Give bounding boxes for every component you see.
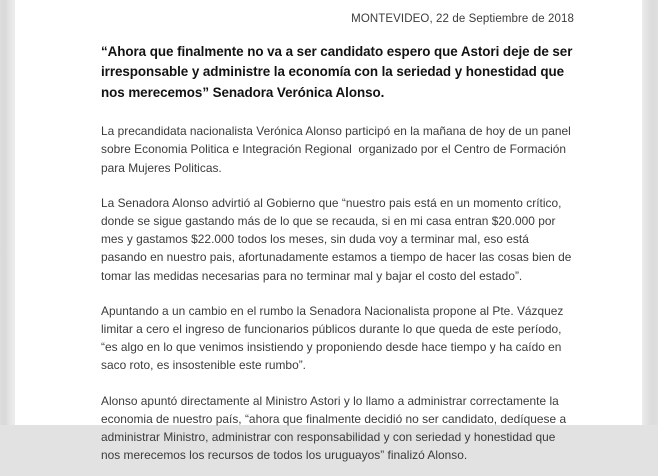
body-paragraph-2: La Senadora Alonso advirtió al Gobierno que “nuestro pais está en un momento crítico, donde se sigue gastando más de lo que se recauda, si en mi casa entran $20.000 por mes y gastamos $22.000 todos los meses, sin duda voy a terminar mal, eso está pasando en nuestro pais, afortunadamente estamos a tiempo de hacer las cosas bien de tomar las medidas necesarias para no terminar mal y bajar el costo del estado”. — [101, 195, 575, 283]
page-content — [101, 0, 574, 476]
body-paragraph-3: Apuntando a un cambio en el rumbo la Senadora Nacionalista propone al Pte. Vázquez limitar a cero el ingreso de funcionarios públicos durante lo que queda de este período, “es algo en lo que venimos insistiendo y proponiendo desde hace tiempo y ha caído en saco roto, es insostenible este rumbo”. — [101, 303, 567, 373]
page-gutter-right — [642, 0, 658, 425]
document-page — [15, 0, 642, 463]
body-paragraph-4: Alonso apuntó directamente al Ministro Astori y lo llamo a administrar correctamente la economia de nuestro país, “ahora que finalmente decidió no ser candidato, dedíquese a administrar Ministro, administrar con responsabilidad y con seriedad y honestidad que nos merecemos los recursos de todos los uruguayos” finalizó Alonso. — [101, 393, 570, 463]
body-paragraph-1: La precandidata nacionalista Verónica Alonso participó en la mañana de hoy de un panel sobre Economia Politica e Integración Regional organizado por el Centro de Formación para Mujeres Politicas. — [101, 124, 575, 175]
page-gutter-left — [0, 0, 15, 425]
dateline: MONTEVIDEO, 22 de Septiembre de 2018 — [351, 13, 574, 25]
headline-quote: “Ahora que finalmente no va a ser candidato espero que Astori deje de ser irresponsable y administre la economía con la seriedad y honestidad que nos merecemos” Senadora Verónica Alonso. — [101, 44, 573, 100]
